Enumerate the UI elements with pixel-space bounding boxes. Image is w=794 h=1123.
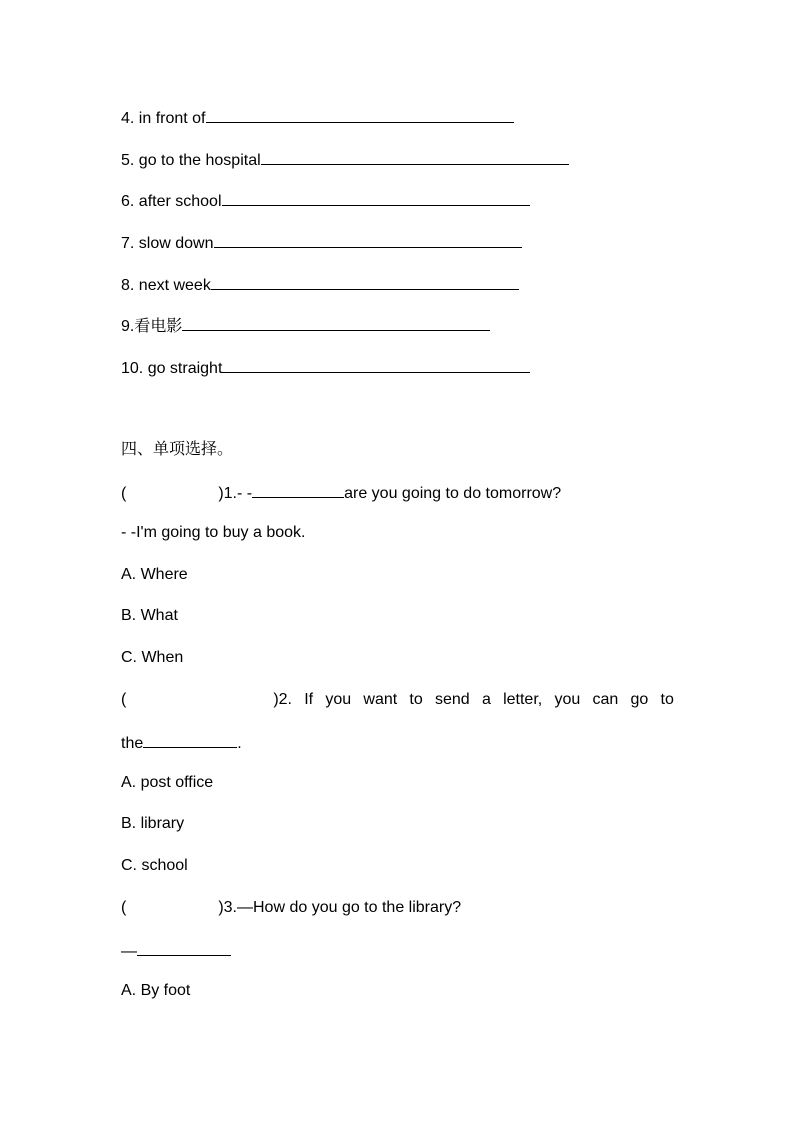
option-b: B. What: [121, 607, 178, 624]
phrase-line-10: [121, 356, 530, 378]
question-word: letter,: [503, 691, 543, 708]
question-number: )3.: [218, 899, 237, 916]
phrase-label: 8. next week: [121, 277, 211, 294]
open-paren: ( )2.: [121, 691, 292, 708]
question-word: you: [554, 691, 581, 708]
option-a: A. Where: [121, 566, 188, 583]
answer-blank[interactable]: [214, 231, 522, 248]
answer-blank[interactable]: [261, 148, 569, 165]
question-text: .: [237, 735, 242, 752]
option-a: A. post office: [121, 774, 214, 791]
answer-blank[interactable]: [222, 189, 530, 206]
phrase-label: 7. slow down: [121, 235, 214, 252]
answer-blank[interactable]: [137, 939, 231, 956]
phrase-label: 5. go to the hospital: [121, 152, 261, 169]
phrase-line-8: [121, 273, 519, 295]
phrase-line-4: [121, 106, 514, 128]
question-3-stem: [121, 897, 461, 919]
question-text: the: [121, 735, 144, 752]
phrase-line-9: [121, 314, 490, 336]
phrase-line-7: [121, 231, 522, 253]
question-1-answer-line: - -I'm going to buy a book.: [121, 524, 306, 541]
phrase-label: 6. after school: [121, 193, 222, 210]
question-word: go: [630, 691, 649, 708]
section-title: 四、单项选择。: [121, 441, 234, 458]
answer-blank[interactable]: [252, 481, 344, 498]
answer-blank[interactable]: [182, 314, 490, 331]
answer-blank[interactable]: [206, 106, 514, 123]
option-c: C. When: [121, 649, 184, 666]
phrase-label: 10. go straight: [121, 360, 223, 377]
answer-blank[interactable]: [143, 731, 237, 748]
dash-prefix: —: [121, 943, 137, 960]
phrase-label: 4. in front of: [121, 110, 206, 127]
open-paren: (: [121, 899, 127, 916]
question-number: )1.- -: [218, 485, 253, 502]
option-c: C. school: [121, 857, 188, 874]
question-word: a: [481, 691, 491, 708]
question-1-stem: [121, 481, 561, 503]
question-word: send: [435, 691, 470, 708]
question-3-answer-line: [121, 939, 231, 961]
question-word: to: [660, 691, 674, 708]
phrase-line-6: [121, 189, 530, 211]
question-text: —How do you go to the library?: [237, 899, 462, 916]
question-text: are you going to do tomorrow?: [344, 485, 562, 502]
question-word: want: [363, 691, 398, 708]
question-word: you: [325, 691, 352, 708]
answer-blank[interactable]: [211, 273, 519, 290]
question-2-stem: [121, 689, 674, 711]
question-word: can: [592, 691, 619, 708]
question-2-continuation: [121, 731, 242, 753]
open-paren: (: [121, 485, 127, 502]
option-b: B. library: [121, 815, 185, 832]
option-a: A. By foot: [121, 982, 191, 999]
phrase-line-5: [121, 148, 569, 170]
answer-blank[interactable]: [222, 356, 530, 373]
question-word: If: [304, 691, 314, 708]
question-word: to: [409, 691, 423, 708]
phrase-label: 9.看电影: [121, 318, 183, 335]
